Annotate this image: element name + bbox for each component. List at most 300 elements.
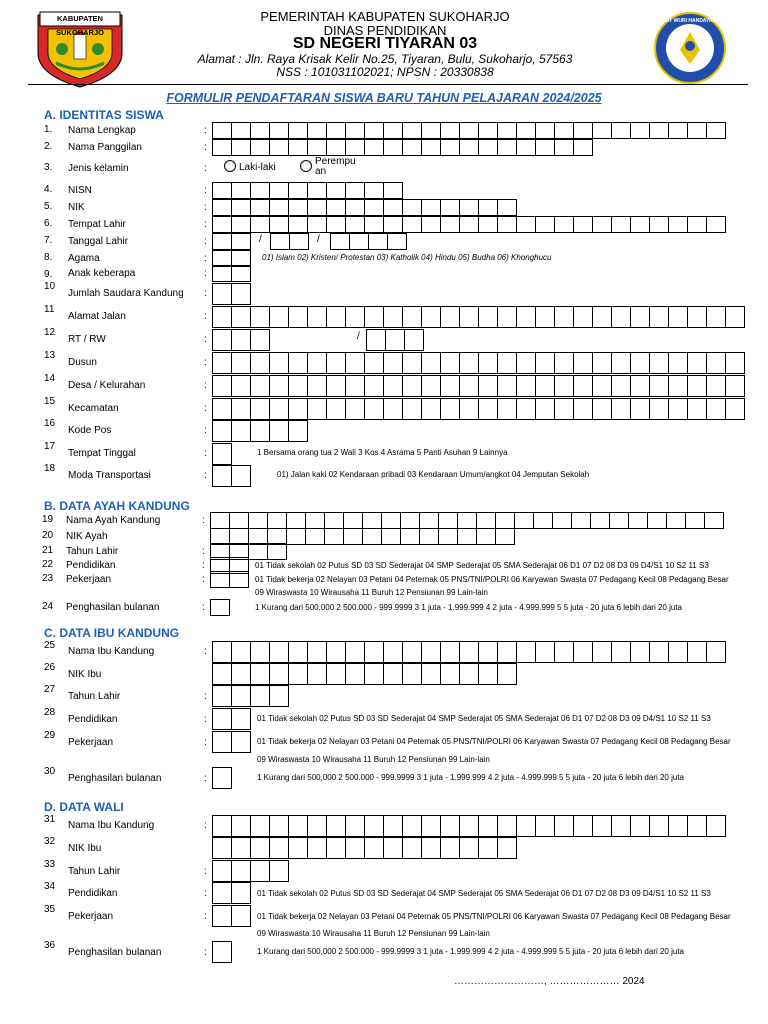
char-box[interactable] bbox=[345, 815, 365, 837]
char-box[interactable] bbox=[288, 663, 308, 685]
radio-laki-laki[interactable] bbox=[224, 160, 236, 172]
char-box[interactable] bbox=[250, 216, 270, 233]
char-box[interactable] bbox=[516, 375, 536, 397]
char-box[interactable] bbox=[706, 375, 726, 397]
char-box[interactable] bbox=[516, 815, 536, 837]
input-penghasilan-ayah[interactable] bbox=[210, 599, 230, 616]
char-box[interactable] bbox=[704, 512, 724, 529]
char-box[interactable] bbox=[269, 420, 289, 442]
char-box[interactable] bbox=[286, 512, 306, 529]
char-box[interactable] bbox=[212, 306, 232, 328]
char-box[interactable] bbox=[326, 139, 346, 156]
char-box[interactable] bbox=[725, 352, 745, 374]
char-box[interactable] bbox=[404, 329, 424, 351]
char-box[interactable] bbox=[419, 512, 439, 529]
char-box[interactable] bbox=[630, 216, 650, 233]
char-box[interactable] bbox=[250, 182, 270, 199]
char-box[interactable] bbox=[250, 122, 270, 139]
char-box[interactable] bbox=[229, 571, 249, 588]
char-box[interactable] bbox=[231, 837, 251, 859]
char-box[interactable] bbox=[364, 139, 384, 156]
char-box[interactable] bbox=[288, 420, 308, 442]
char-box[interactable] bbox=[535, 216, 555, 233]
char-box[interactable] bbox=[402, 375, 422, 397]
char-box[interactable] bbox=[421, 641, 441, 663]
char-box[interactable] bbox=[497, 815, 517, 837]
char-box[interactable] bbox=[345, 352, 365, 374]
char-box[interactable] bbox=[288, 837, 308, 859]
input-nama-wali[interactable] bbox=[212, 815, 726, 837]
char-box[interactable] bbox=[212, 375, 232, 397]
char-box[interactable] bbox=[288, 306, 308, 328]
char-box[interactable] bbox=[421, 375, 441, 397]
char-box[interactable] bbox=[231, 882, 251, 904]
char-box[interactable] bbox=[345, 398, 365, 420]
char-box[interactable] bbox=[668, 216, 688, 233]
char-box[interactable] bbox=[459, 122, 479, 139]
char-box[interactable] bbox=[269, 398, 289, 420]
char-box[interactable] bbox=[307, 663, 327, 685]
char-box[interactable] bbox=[269, 685, 289, 707]
char-box[interactable] bbox=[212, 329, 232, 351]
char-box[interactable] bbox=[250, 306, 270, 328]
char-box[interactable] bbox=[212, 398, 232, 420]
char-box[interactable] bbox=[459, 375, 479, 397]
input-rw[interactable] bbox=[366, 329, 424, 351]
input-tahun-lahir-wali[interactable] bbox=[212, 860, 289, 882]
char-box[interactable] bbox=[440, 815, 460, 837]
char-box[interactable] bbox=[231, 233, 251, 250]
char-box[interactable] bbox=[459, 663, 479, 685]
char-box[interactable] bbox=[364, 641, 384, 663]
char-box[interactable] bbox=[516, 398, 536, 420]
char-box[interactable] bbox=[459, 216, 479, 233]
char-box[interactable] bbox=[478, 199, 498, 216]
input-pendidikan-ibu[interactable] bbox=[212, 708, 251, 730]
char-box[interactable] bbox=[440, 663, 460, 685]
input-pekerjaan-ayah[interactable] bbox=[210, 571, 249, 588]
char-box[interactable] bbox=[421, 199, 441, 216]
input-tempat-lahir[interactable] bbox=[212, 216, 726, 233]
char-box[interactable] bbox=[383, 216, 403, 233]
char-box[interactable] bbox=[516, 122, 536, 139]
char-box[interactable] bbox=[343, 528, 363, 545]
char-box[interactable] bbox=[592, 352, 612, 374]
char-box[interactable] bbox=[307, 641, 327, 663]
char-box[interactable] bbox=[514, 512, 534, 529]
char-box[interactable] bbox=[212, 941, 232, 963]
char-box[interactable] bbox=[364, 306, 384, 328]
char-box[interactable] bbox=[212, 685, 232, 707]
char-box[interactable] bbox=[364, 216, 384, 233]
char-box[interactable] bbox=[592, 216, 612, 233]
char-box[interactable] bbox=[687, 306, 707, 328]
char-box[interactable] bbox=[478, 139, 498, 156]
char-box[interactable] bbox=[497, 398, 517, 420]
char-box[interactable] bbox=[668, 375, 688, 397]
char-box[interactable] bbox=[554, 641, 574, 663]
char-box[interactable] bbox=[288, 139, 308, 156]
char-box[interactable] bbox=[687, 216, 707, 233]
char-box[interactable] bbox=[269, 122, 289, 139]
input-tanggal-lahir-day[interactable] bbox=[212, 233, 251, 250]
char-box[interactable] bbox=[649, 398, 669, 420]
char-box[interactable] bbox=[231, 420, 251, 442]
char-box[interactable] bbox=[267, 543, 287, 560]
char-box[interactable] bbox=[554, 139, 574, 156]
char-box[interactable] bbox=[231, 905, 251, 927]
char-box[interactable] bbox=[212, 465, 232, 487]
input-kode-pos[interactable] bbox=[212, 420, 308, 442]
char-box[interactable] bbox=[630, 352, 650, 374]
char-box[interactable] bbox=[288, 641, 308, 663]
char-box[interactable] bbox=[326, 398, 346, 420]
input-pendidikan-wali[interactable] bbox=[212, 882, 251, 904]
char-box[interactable] bbox=[440, 398, 460, 420]
char-box[interactable] bbox=[212, 708, 232, 730]
input-nik-ibu[interactable] bbox=[212, 663, 517, 685]
char-box[interactable] bbox=[554, 815, 574, 837]
char-box[interactable] bbox=[478, 641, 498, 663]
char-box[interactable] bbox=[478, 398, 498, 420]
char-box[interactable] bbox=[269, 837, 289, 859]
char-box[interactable] bbox=[497, 216, 517, 233]
char-box[interactable] bbox=[706, 815, 726, 837]
input-nama-panggilan[interactable] bbox=[212, 139, 593, 156]
char-box[interactable] bbox=[459, 306, 479, 328]
char-box[interactable] bbox=[476, 512, 496, 529]
char-box[interactable] bbox=[440, 352, 460, 374]
char-box[interactable] bbox=[573, 641, 593, 663]
input-nik-wali[interactable] bbox=[212, 837, 517, 859]
char-box[interactable] bbox=[630, 398, 650, 420]
char-box[interactable] bbox=[402, 837, 422, 859]
char-box[interactable] bbox=[440, 837, 460, 859]
input-penghasilan-ibu[interactable] bbox=[212, 767, 232, 789]
char-box[interactable] bbox=[687, 815, 707, 837]
char-box[interactable] bbox=[307, 122, 327, 139]
input-alamat-jalan[interactable] bbox=[212, 306, 745, 328]
char-box[interactable] bbox=[706, 306, 726, 328]
char-box[interactable] bbox=[497, 139, 517, 156]
char-box[interactable] bbox=[286, 528, 306, 545]
char-box[interactable] bbox=[250, 663, 270, 685]
input-nik[interactable] bbox=[212, 199, 517, 216]
input-desa-kelurahan[interactable] bbox=[212, 375, 745, 397]
char-box[interactable] bbox=[402, 216, 422, 233]
char-box[interactable] bbox=[402, 352, 422, 374]
char-box[interactable] bbox=[649, 815, 669, 837]
char-box[interactable] bbox=[592, 815, 612, 837]
char-box[interactable] bbox=[210, 571, 230, 588]
char-box[interactable] bbox=[497, 122, 517, 139]
char-box[interactable] bbox=[440, 641, 460, 663]
char-box[interactable] bbox=[267, 512, 287, 529]
char-box[interactable] bbox=[497, 352, 517, 374]
char-box[interactable] bbox=[345, 199, 365, 216]
char-box[interactable] bbox=[402, 139, 422, 156]
char-box[interactable] bbox=[212, 905, 232, 927]
char-box[interactable] bbox=[478, 306, 498, 328]
char-box[interactable] bbox=[668, 398, 688, 420]
input-pekerjaan-wali[interactable] bbox=[212, 905, 251, 927]
char-box[interactable] bbox=[459, 352, 479, 374]
char-box[interactable] bbox=[495, 512, 515, 529]
input-nama-lengkap[interactable] bbox=[212, 122, 726, 139]
char-box[interactable] bbox=[231, 860, 251, 882]
char-box[interactable] bbox=[630, 815, 650, 837]
char-box[interactable] bbox=[288, 815, 308, 837]
char-box[interactable] bbox=[573, 122, 593, 139]
char-box[interactable] bbox=[231, 329, 251, 351]
char-box[interactable] bbox=[269, 815, 289, 837]
char-box[interactable] bbox=[231, 306, 251, 328]
char-box[interactable] bbox=[535, 139, 555, 156]
char-box[interactable] bbox=[421, 216, 441, 233]
char-box[interactable] bbox=[649, 216, 669, 233]
char-box[interactable] bbox=[421, 398, 441, 420]
char-box[interactable] bbox=[611, 375, 631, 397]
char-box[interactable] bbox=[307, 815, 327, 837]
char-box[interactable] bbox=[402, 398, 422, 420]
input-pekerjaan-ibu[interactable] bbox=[212, 731, 251, 753]
char-box[interactable] bbox=[269, 139, 289, 156]
char-box[interactable] bbox=[381, 512, 401, 529]
char-box[interactable] bbox=[212, 882, 232, 904]
input-tanggal-lahir-year[interactable] bbox=[330, 233, 407, 250]
char-box[interactable] bbox=[668, 352, 688, 374]
char-box[interactable] bbox=[212, 767, 232, 789]
char-box[interactable] bbox=[250, 641, 270, 663]
char-box[interactable] bbox=[402, 122, 422, 139]
char-box[interactable] bbox=[440, 139, 460, 156]
char-box[interactable] bbox=[212, 283, 232, 305]
char-box[interactable] bbox=[497, 837, 517, 859]
char-box[interactable] bbox=[250, 375, 270, 397]
char-box[interactable] bbox=[592, 306, 612, 328]
char-box[interactable] bbox=[687, 641, 707, 663]
char-box[interactable] bbox=[250, 352, 270, 374]
char-box[interactable] bbox=[459, 837, 479, 859]
char-box[interactable] bbox=[326, 815, 346, 837]
char-box[interactable] bbox=[687, 375, 707, 397]
char-box[interactable] bbox=[706, 216, 726, 233]
input-nama-ibu[interactable] bbox=[212, 641, 726, 663]
char-box[interactable] bbox=[573, 139, 593, 156]
char-box[interactable] bbox=[668, 122, 688, 139]
char-box[interactable] bbox=[590, 512, 610, 529]
char-box[interactable] bbox=[706, 641, 726, 663]
char-box[interactable] bbox=[212, 443, 232, 465]
char-box[interactable] bbox=[725, 375, 745, 397]
char-box[interactable] bbox=[212, 860, 232, 882]
char-box[interactable] bbox=[440, 375, 460, 397]
char-box[interactable] bbox=[212, 352, 232, 374]
char-box[interactable] bbox=[366, 329, 386, 351]
char-box[interactable] bbox=[231, 663, 251, 685]
char-box[interactable] bbox=[535, 122, 555, 139]
char-box[interactable] bbox=[552, 512, 572, 529]
char-box[interactable] bbox=[421, 306, 441, 328]
char-box[interactable] bbox=[497, 641, 517, 663]
char-box[interactable] bbox=[212, 182, 232, 199]
char-box[interactable] bbox=[402, 306, 422, 328]
char-box[interactable] bbox=[387, 233, 407, 250]
char-box[interactable] bbox=[289, 233, 309, 250]
char-box[interactable] bbox=[269, 216, 289, 233]
char-box[interactable] bbox=[364, 815, 384, 837]
char-box[interactable] bbox=[210, 512, 230, 529]
char-box[interactable] bbox=[668, 641, 688, 663]
char-box[interactable] bbox=[687, 398, 707, 420]
char-box[interactable] bbox=[326, 375, 346, 397]
char-box[interactable] bbox=[668, 815, 688, 837]
char-box[interactable] bbox=[362, 512, 382, 529]
char-box[interactable] bbox=[269, 199, 289, 216]
char-box[interactable] bbox=[459, 199, 479, 216]
char-box[interactable] bbox=[383, 641, 403, 663]
char-box[interactable] bbox=[231, 685, 251, 707]
char-box[interactable] bbox=[478, 122, 498, 139]
char-box[interactable] bbox=[685, 512, 705, 529]
char-box[interactable] bbox=[476, 528, 496, 545]
char-box[interactable] bbox=[459, 641, 479, 663]
char-box[interactable] bbox=[421, 352, 441, 374]
char-box[interactable] bbox=[573, 352, 593, 374]
char-box[interactable] bbox=[231, 139, 251, 156]
char-box[interactable] bbox=[307, 199, 327, 216]
char-box[interactable] bbox=[231, 375, 251, 397]
char-box[interactable] bbox=[345, 122, 365, 139]
char-box[interactable] bbox=[611, 398, 631, 420]
char-box[interactable] bbox=[250, 685, 270, 707]
char-box[interactable] bbox=[402, 199, 422, 216]
char-box[interactable] bbox=[668, 306, 688, 328]
char-box[interactable] bbox=[383, 398, 403, 420]
char-box[interactable] bbox=[269, 375, 289, 397]
char-box[interactable] bbox=[609, 512, 629, 529]
char-box[interactable] bbox=[212, 837, 232, 859]
char-box[interactable] bbox=[440, 199, 460, 216]
char-box[interactable] bbox=[345, 641, 365, 663]
char-box[interactable] bbox=[666, 512, 686, 529]
char-box[interactable] bbox=[535, 641, 555, 663]
char-box[interactable] bbox=[573, 398, 593, 420]
char-box[interactable] bbox=[457, 528, 477, 545]
char-box[interactable] bbox=[495, 528, 515, 545]
input-tanggal-lahir-month[interactable] bbox=[270, 233, 309, 250]
char-box[interactable] bbox=[307, 182, 327, 199]
radio-perempuan[interactable] bbox=[300, 160, 312, 172]
char-box[interactable] bbox=[554, 375, 574, 397]
char-box[interactable] bbox=[630, 375, 650, 397]
char-box[interactable] bbox=[250, 837, 270, 859]
char-box[interactable] bbox=[457, 512, 477, 529]
char-box[interactable] bbox=[269, 352, 289, 374]
char-box[interactable] bbox=[212, 199, 232, 216]
char-box[interactable] bbox=[592, 398, 612, 420]
char-box[interactable] bbox=[478, 663, 498, 685]
char-box[interactable] bbox=[231, 641, 251, 663]
char-box[interactable] bbox=[630, 306, 650, 328]
char-box[interactable] bbox=[231, 283, 251, 305]
input-nisn[interactable] bbox=[212, 182, 403, 199]
char-box[interactable] bbox=[212, 420, 232, 442]
char-box[interactable] bbox=[421, 815, 441, 837]
char-box[interactable] bbox=[269, 641, 289, 663]
char-box[interactable] bbox=[383, 199, 403, 216]
char-box[interactable] bbox=[385, 329, 405, 351]
char-box[interactable] bbox=[573, 815, 593, 837]
char-box[interactable] bbox=[349, 233, 369, 250]
char-box[interactable] bbox=[400, 528, 420, 545]
char-box[interactable] bbox=[497, 306, 517, 328]
char-box[interactable] bbox=[628, 512, 648, 529]
char-box[interactable] bbox=[383, 815, 403, 837]
char-box[interactable] bbox=[383, 837, 403, 859]
char-box[interactable] bbox=[288, 122, 308, 139]
char-box[interactable] bbox=[231, 465, 251, 487]
char-box[interactable] bbox=[362, 528, 382, 545]
char-box[interactable] bbox=[345, 375, 365, 397]
char-box[interactable] bbox=[554, 122, 574, 139]
char-box[interactable] bbox=[421, 837, 441, 859]
char-box[interactable] bbox=[270, 233, 290, 250]
char-box[interactable] bbox=[516, 306, 536, 328]
char-box[interactable] bbox=[554, 216, 574, 233]
input-moda-transportasi[interactable] bbox=[212, 465, 251, 487]
char-box[interactable] bbox=[231, 216, 251, 233]
char-box[interactable] bbox=[250, 815, 270, 837]
input-anak-keberapa[interactable] bbox=[212, 265, 251, 282]
char-box[interactable] bbox=[706, 352, 726, 374]
input-penghasilan-wali[interactable] bbox=[212, 941, 232, 963]
char-box[interactable] bbox=[419, 528, 439, 545]
char-box[interactable] bbox=[231, 199, 251, 216]
char-box[interactable] bbox=[592, 375, 612, 397]
char-box[interactable] bbox=[383, 352, 403, 374]
char-box[interactable] bbox=[231, 708, 251, 730]
char-box[interactable] bbox=[554, 352, 574, 374]
char-box[interactable] bbox=[535, 375, 555, 397]
char-box[interactable] bbox=[400, 512, 420, 529]
char-box[interactable] bbox=[229, 512, 249, 529]
char-box[interactable] bbox=[212, 122, 232, 139]
char-box[interactable] bbox=[231, 398, 251, 420]
char-box[interactable] bbox=[630, 122, 650, 139]
char-box[interactable] bbox=[345, 182, 365, 199]
input-dusun[interactable] bbox=[212, 352, 745, 374]
char-box[interactable] bbox=[497, 375, 517, 397]
char-box[interactable] bbox=[326, 182, 346, 199]
input-jumlah-saudara[interactable] bbox=[212, 283, 251, 305]
char-box[interactable] bbox=[231, 815, 251, 837]
char-box[interactable] bbox=[324, 512, 344, 529]
char-box[interactable] bbox=[421, 122, 441, 139]
input-rt[interactable] bbox=[212, 329, 270, 351]
char-box[interactable] bbox=[231, 731, 251, 753]
char-box[interactable] bbox=[687, 352, 707, 374]
char-box[interactable] bbox=[269, 663, 289, 685]
char-box[interactable] bbox=[611, 641, 631, 663]
char-box[interactable] bbox=[516, 352, 536, 374]
char-box[interactable] bbox=[611, 352, 631, 374]
char-box[interactable] bbox=[269, 860, 289, 882]
char-box[interactable] bbox=[381, 528, 401, 545]
char-box[interactable] bbox=[324, 528, 344, 545]
char-box[interactable] bbox=[326, 641, 346, 663]
char-box[interactable] bbox=[364, 182, 384, 199]
